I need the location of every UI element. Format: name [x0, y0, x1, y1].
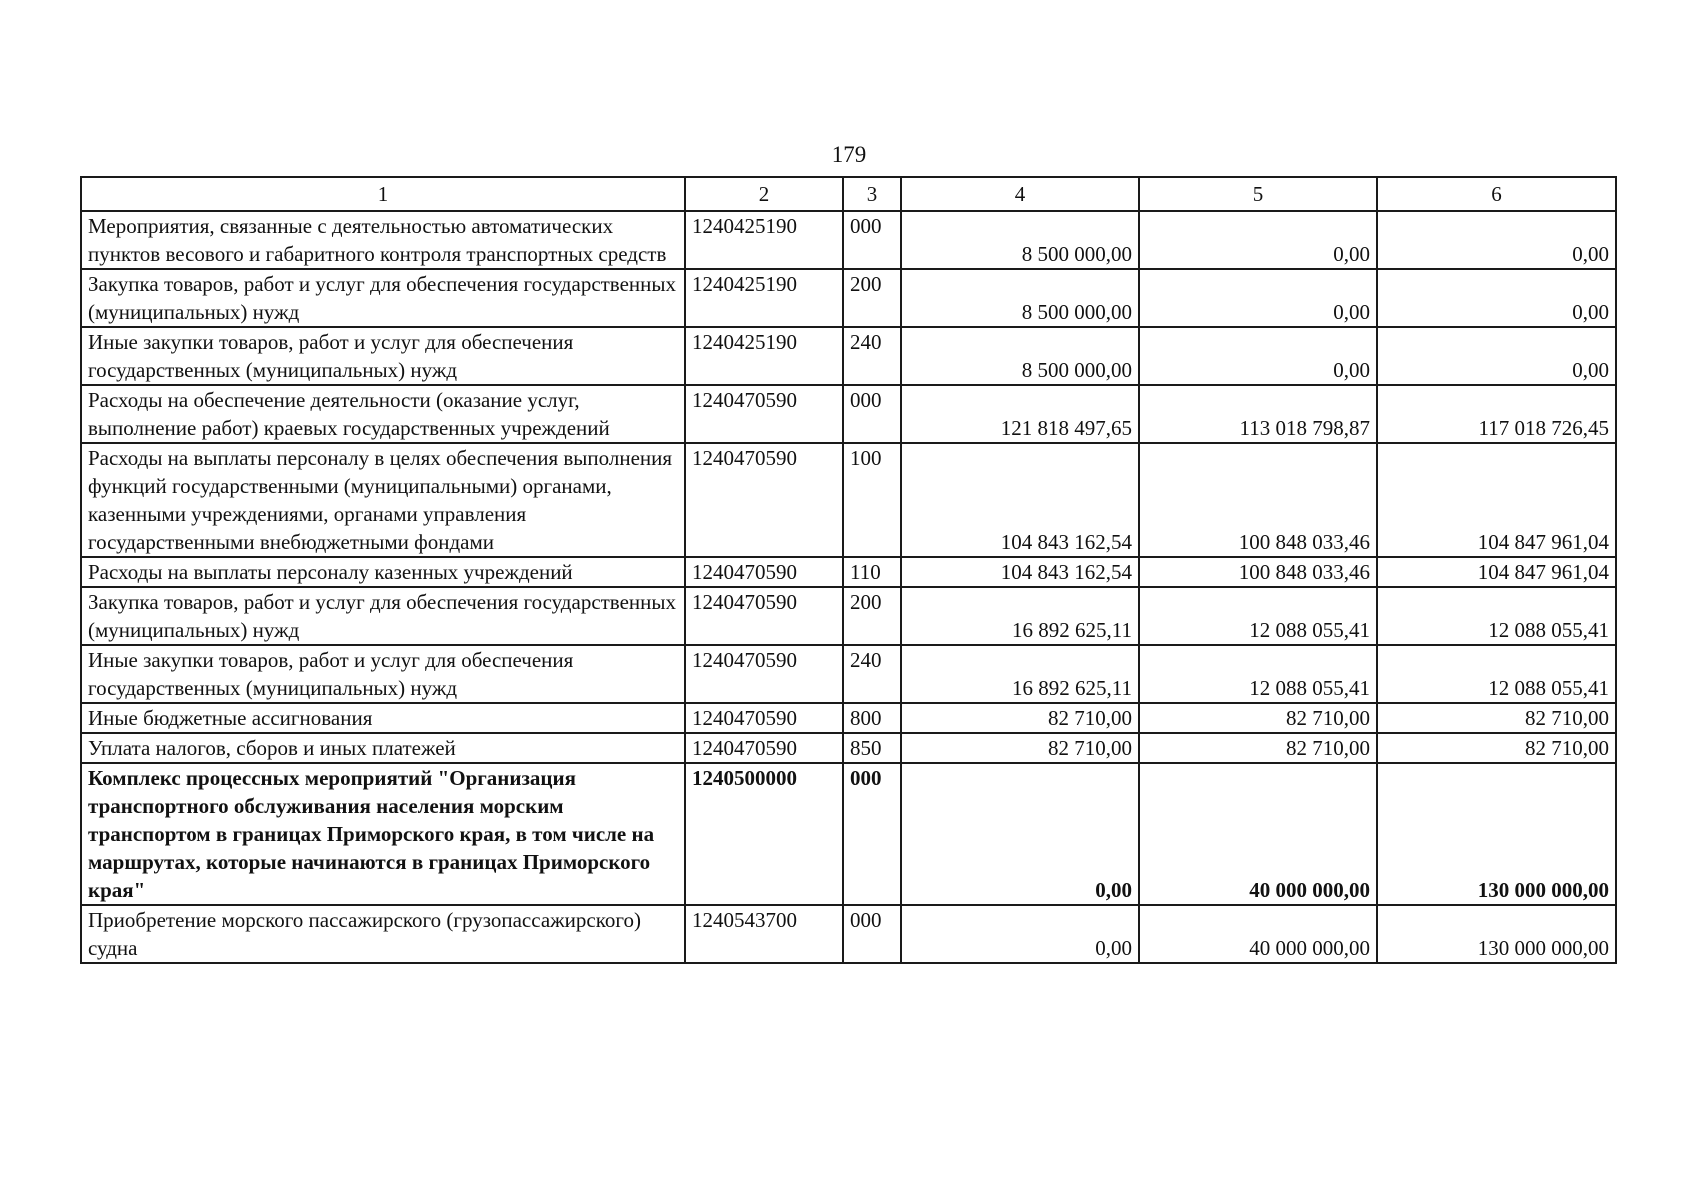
row-amount-6-cell: 0,00: [1377, 211, 1616, 269]
row-amount-4-cell: 82 710,00: [901, 733, 1139, 763]
row-amount-6-cell: 12 088 055,41: [1377, 587, 1616, 645]
row-amount-5-cell: 40 000 000,00: [1139, 763, 1377, 905]
row-code-cell: 1240500000: [685, 763, 843, 905]
row-amount-4-cell: 8 500 000,00: [901, 269, 1139, 327]
table-body: [81, 211, 1616, 963]
row-type-cell: 200: [843, 587, 901, 645]
row-name-cell: Расходы на выплаты персоналу казенных учреждений: [81, 557, 685, 587]
row-amount-6-cell: 0,00: [1377, 327, 1616, 385]
column-header-2: 2: [685, 177, 843, 211]
column-header-5: 5: [1139, 177, 1377, 211]
row-code-cell: 1240470590: [685, 645, 843, 703]
row-amount-6-cell: 104 847 961,04: [1377, 557, 1616, 587]
row-type-cell: 240: [843, 327, 901, 385]
table-row: [81, 587, 1616, 645]
column-header-3: 3: [843, 177, 901, 211]
row-name-cell: Закупка товаров, работ и услуг для обеспечения государственных (муниципальных) нужд: [81, 269, 685, 327]
row-code-cell: 1240470590: [685, 703, 843, 733]
table-row: [81, 703, 1616, 733]
row-amount-5-cell: 113 018 798,87: [1139, 385, 1377, 443]
row-type-cell: 100: [843, 443, 901, 557]
table-row: [81, 385, 1616, 443]
row-amount-4-cell: 104 843 162,54: [901, 557, 1139, 587]
column-header-4: 4: [901, 177, 1139, 211]
row-amount-5-cell: 0,00: [1139, 327, 1377, 385]
table-row: [81, 733, 1616, 763]
row-amount-5-cell: 12 088 055,41: [1139, 587, 1377, 645]
row-name-cell: Мероприятия, связанные с деятельностью автоматических пунктов весового и габаритного контроля транспортных средств: [81, 211, 685, 269]
row-code-cell: 1240470590: [685, 557, 843, 587]
row-amount-6-cell: 0,00: [1377, 269, 1616, 327]
table-row: [81, 269, 1616, 327]
row-type-cell: 000: [843, 763, 901, 905]
row-code-cell: 1240470590: [685, 385, 843, 443]
row-amount-5-cell: 82 710,00: [1139, 703, 1377, 733]
budget-table: [80, 176, 1617, 964]
row-amount-6-cell: 82 710,00: [1377, 733, 1616, 763]
row-name-cell: Закупка товаров, работ и услуг для обеспечения государственных (муниципальных) нужд: [81, 587, 685, 645]
row-amount-4-cell: 82 710,00: [901, 703, 1139, 733]
row-amount-6-cell: 12 088 055,41: [1377, 645, 1616, 703]
row-amount-4-cell: 104 843 162,54: [901, 443, 1139, 557]
row-name-cell: Иные закупки товаров, работ и услуг для обеспечения государственных (муниципальных) нужд: [81, 327, 685, 385]
row-amount-5-cell: 0,00: [1139, 211, 1377, 269]
row-amount-5-cell: 12 088 055,41: [1139, 645, 1377, 703]
row-amount-4-cell: 8 500 000,00: [901, 211, 1139, 269]
row-amount-6-cell: 130 000 000,00: [1377, 763, 1616, 905]
row-type-cell: 240: [843, 645, 901, 703]
row-amount-4-cell: 121 818 497,65: [901, 385, 1139, 443]
row-code-cell: 1240425190: [685, 269, 843, 327]
row-code-cell: 1240543700: [685, 905, 843, 963]
row-code-cell: 1240425190: [685, 211, 843, 269]
row-type-cell: 000: [843, 905, 901, 963]
table-header-row: [81, 177, 1616, 211]
row-amount-4-cell: 16 892 625,11: [901, 645, 1139, 703]
row-name-cell: Иные закупки товаров, работ и услуг для обеспечения государственных (муниципальных) нужд: [81, 645, 685, 703]
table-row: [81, 211, 1616, 269]
row-code-cell: 1240470590: [685, 733, 843, 763]
row-type-cell: 200: [843, 269, 901, 327]
table-row: [81, 645, 1616, 703]
row-type-cell: 110: [843, 557, 901, 587]
row-amount-6-cell: 104 847 961,04: [1377, 443, 1616, 557]
row-amount-5-cell: 40 000 000,00: [1139, 905, 1377, 963]
row-amount-4-cell: 16 892 625,11: [901, 587, 1139, 645]
row-type-cell: 800: [843, 703, 901, 733]
row-code-cell: 1240470590: [685, 587, 843, 645]
table-row: [81, 327, 1616, 385]
row-amount-6-cell: 117 018 726,45: [1377, 385, 1616, 443]
table-row: [81, 443, 1616, 557]
page-number: 179: [831, 142, 867, 167]
column-header-6: 6: [1377, 177, 1616, 211]
row-code-cell: 1240470590: [685, 443, 843, 557]
row-name-cell: Комплекс процессных мероприятий "Организация транспортного обслуживания населения морским транспортом в границах Приморского края, в том числе на маршрутах, которые начинаются в границах Приморского края": [81, 763, 685, 905]
row-name-cell: Расходы на выплаты персоналу в целях обеспечения выполнения функций государственными (муниципальными) органами, казенными учреждениями, органами управления государственными внебюджетными фондами: [81, 443, 685, 557]
row-amount-5-cell: 82 710,00: [1139, 733, 1377, 763]
row-name-cell: Расходы на обеспечение деятельности (оказание услуг, выполнение работ) краевых государственных учреждений: [81, 385, 685, 443]
row-code-cell: 1240425190: [685, 327, 843, 385]
column-header-1: 1: [81, 177, 685, 211]
row-amount-4-cell: 0,00: [901, 905, 1139, 963]
table-row: [81, 905, 1616, 963]
row-type-cell: 000: [843, 385, 901, 443]
row-amount-5-cell: 0,00: [1139, 269, 1377, 327]
row-amount-6-cell: 130 000 000,00: [1377, 905, 1616, 963]
row-amount-4-cell: 0,00: [901, 763, 1139, 905]
table-row: [81, 763, 1616, 905]
row-name-cell: Приобретение морского пассажирского (грузопассажирского) судна: [81, 905, 685, 963]
row-type-cell: 850: [843, 733, 901, 763]
row-name-cell: Иные бюджетные ассигнования: [81, 703, 685, 733]
row-amount-6-cell: 82 710,00: [1377, 703, 1616, 733]
table-row: [81, 557, 1616, 587]
row-type-cell: 000: [843, 211, 901, 269]
row-amount-4-cell: 8 500 000,00: [901, 327, 1139, 385]
row-name-cell: Уплата налогов, сборов и иных платежей: [81, 733, 685, 763]
row-amount-5-cell: 100 848 033,46: [1139, 557, 1377, 587]
row-amount-5-cell: 100 848 033,46: [1139, 443, 1377, 557]
